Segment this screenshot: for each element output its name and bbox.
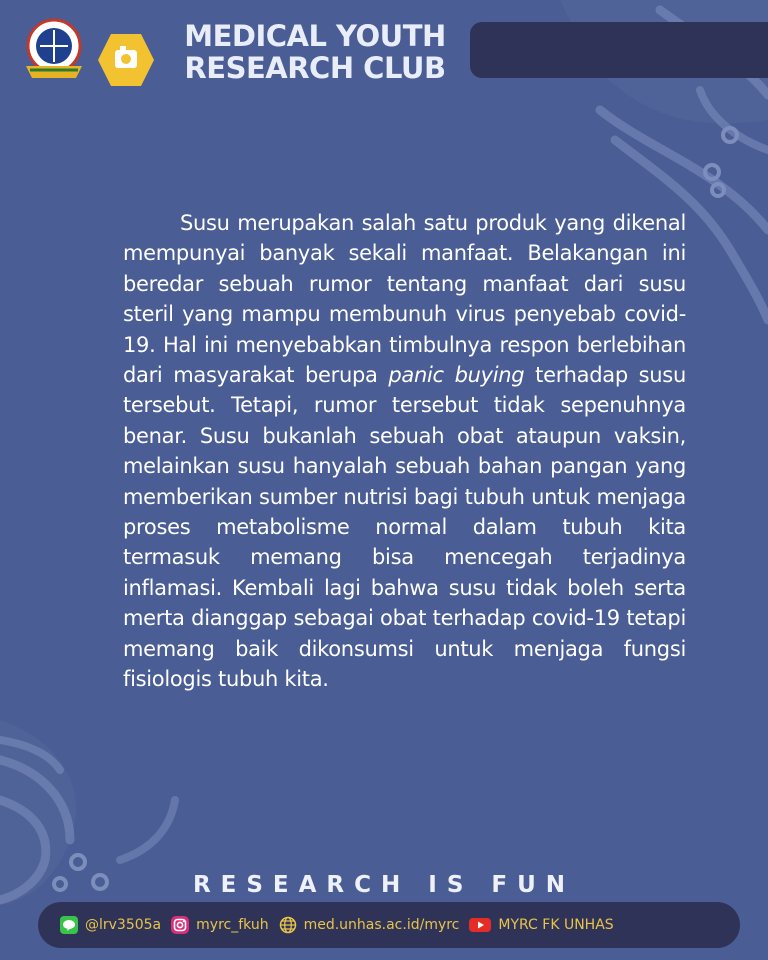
club-logo <box>96 32 156 88</box>
header-bar <box>470 22 768 78</box>
instagram-icon <box>171 916 189 934</box>
website-link[interactable] <box>279 916 460 934</box>
paragraph-intro: Susu merupakan salah satu produk yang dikenal mempunyai banyak sekali manfaat. Belakangan ini beredar sebuah rumor tentang manfaat dari susu steril yang mampu membunuh virus penyebab covid-19. Hal ini menyebabkan timbulnya respon berlebihan dari masyarakat berupa <box>123 211 686 388</box>
page-title <box>170 20 460 84</box>
youtube-channel: MYRC FK UNHAS <box>498 917 614 933</box>
footer-bar <box>38 902 740 948</box>
title-line-1: MEDICAL YOUTH <box>184 19 446 53</box>
line-contact[interactable] <box>60 916 161 934</box>
globe-icon <box>279 916 297 934</box>
header <box>0 0 768 100</box>
title-line-2: RESEARCH CLUB <box>184 51 446 85</box>
line-icon <box>60 916 78 934</box>
university-logo <box>18 14 90 86</box>
instagram-contact[interactable] <box>171 916 268 934</box>
instagram-handle: myrc_fkuh <box>196 917 269 933</box>
youtube-icon <box>469 916 491 934</box>
paragraph-emphasis: panic buying <box>388 363 525 388</box>
paragraph-rest: terhadap susu tersebut. Tetapi, rumor tersebut tidak sepenuhnya benar. Susu bukanlah sebuah obat ataupun vaksin, melainkan susu hanyalah sebuah bahan pangan yang memberikan sumber nutrisi bagi tubuh untuk menjaga proses metabolisme normal dalam tubuh kita termasuk memang bisa mencegah terjadinya inflamasi. Kembali lagi bahwa susu tidak boleh serta merta dianggap sebagai obat terhadap covid-19 tetapi memang baik dikonsumsi untuk menjaga fungsi fisiologis tubuh kita. <box>123 363 686 692</box>
website-url: med.unhas.ac.id/myrc <box>303 917 460 933</box>
article-paragraph <box>123 208 686 695</box>
youtube-contact[interactable] <box>469 916 613 934</box>
tagline: RESEARCH IS FUN <box>192 872 576 898</box>
line-handle: @lrv3505a <box>85 917 162 933</box>
